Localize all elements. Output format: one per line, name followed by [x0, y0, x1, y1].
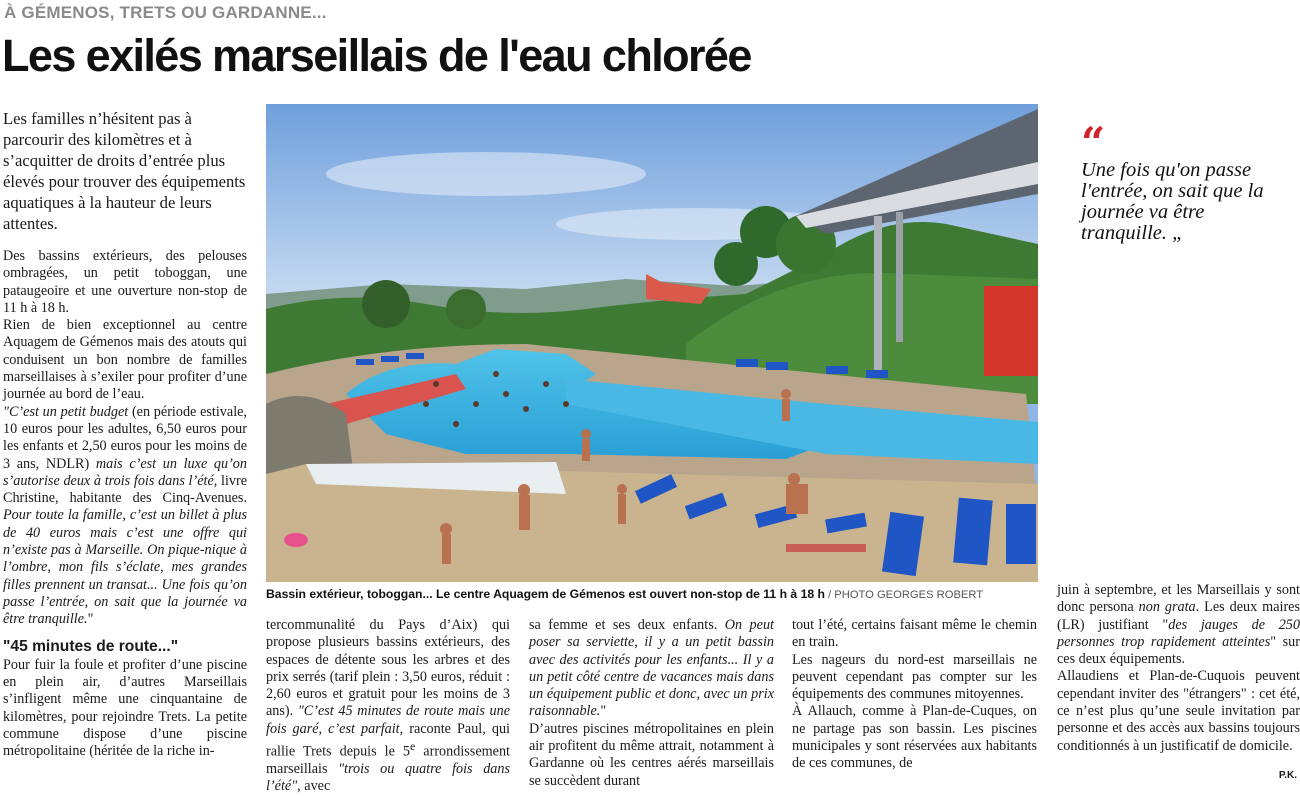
text-span: ": [87, 611, 94, 628]
quote-span: non grata: [1138, 599, 1196, 616]
author-signature: P.K.: [1278, 770, 1297, 781]
pull-quote-text: Une fois qu'on passe l'entrée, on sait que la journée va être tranquille. „: [1081, 159, 1264, 244]
column-3: [529, 617, 774, 790]
paragraph: Pour fuir la foule et profiter d’une piscine en plein air, d’autres Marseillais s’infligent même une cinquantaine de kilomètres, pour rejoindre Trets. La petite commune dispose d’une piscine métropolitaine (héritée de la riche in-: [3, 656, 247, 760]
paragraph: [266, 617, 510, 796]
paragraph: [1057, 582, 1300, 668]
text-span: tercommunalité du Pays d’Aix) qui propose plusieurs bassins extérieurs, des espaces de détente sous les arbres et des prix serrés (tarif plein : 3,50 euros, réduit : 2,60 euros et gratuit pour les moins de 3 ans).: [266, 617, 510, 720]
article-subhead: "45 minutes de route...": [3, 637, 179, 655]
article-headline: Les exilés marseillais de l'eau chlorée: [2, 30, 751, 81]
text-span: sa femme et ses deux enfants.: [529, 617, 725, 633]
paragraph: [3, 404, 247, 629]
article-lead: Les familles n’hésitent pas à parcourir des kilomètres et à s’acquitter de droits d’entrée plus élevés pour trouver des équipements aquatiques à la hauteur de leurs attentes.: [3, 109, 246, 233]
quote-span: "trois ou quatre fois dans l’été": [266, 761, 510, 795]
quote-span: "C’est un petit budget: [3, 403, 129, 420]
paragraph: D’autres piscines métropolitaines en plein air profitent du même attrait, notamment à Gardanne où les centres aérés marseillais se succèdent durant: [529, 720, 774, 789]
text-span: arrondissement marseillais: [266, 743, 510, 778]
column-1: [3, 108, 247, 761]
text-span: ": [600, 703, 607, 720]
paragraph: Des bassins extérieurs, des pelouses ombragées, un petit toboggan, une pataugeoire et une ouverture non-stop de 11 h à 18 h.: [3, 248, 247, 316]
column-5: [1057, 582, 1300, 755]
column-2: [266, 617, 510, 796]
paragraph: Rien de bien exceptionnel au centre Aquagem de Gémenos mais des atouts qui conduisent un bon nombre de familles marseillaises à s’exiler pour profiter d’une journée au bord de l’eau.: [3, 317, 247, 403]
paragraph: tout l’été, certains faisant même le chemin en train.: [792, 617, 1037, 651]
text-span: , avec: [297, 778, 331, 795]
paragraph: Les nageurs du nord-est marseillais ne peuvent cependant pas compter sur les équipements des communes mitoyennes.: [792, 651, 1037, 703]
paragraph: À Allauch, comme à Plan-de-Cuques, on ne partage pas son bassin. Les piscines municipales y sont réservées aux habitants de ces communes, de: [792, 703, 1037, 772]
pool-photo: [266, 104, 1038, 582]
quote-span: On peut poser sa serviette, il y a un petit bassin avec des activités pour les enfants... Il y a un petit côté centre de vacances mais dans un équipement public et donc, avec un prix raisonnable.: [529, 617, 774, 720]
caption-text: Bassin extérieur, toboggan... Le centre Aquagem de Gémenos est ouvert non-stop de 11 h à 18 h: [266, 587, 825, 601]
article-kicker: À GÉMENOS, TRETS OU GARDANNE...: [4, 3, 327, 22]
text-span: (en période estivale, 10 euros pour les adultes, 6,50 euros pour les enfants et 2,50 euros pour les moins de 3 ans, NDLR): [3, 403, 247, 472]
text-span: . Les deux maires (LR) justifiant ": [1057, 599, 1300, 633]
text-span: juin à septembre, et les Marseillais y sont donc persona: [1057, 582, 1300, 616]
pull-quote: [1081, 118, 1291, 244]
quote-mark-icon: “: [1081, 118, 1106, 167]
superscript: e: [410, 739, 416, 754]
quote-span: des jauges de 250 personnes trop rapidement atteintes: [1057, 616, 1300, 650]
quote-span: Pour toute la famille, c’est un billet à plus de 40 euros mais c’est une offre qui n’existe pas à Marseille. On pique-nique à l’ombre, mon fils s’éclate, mes grandes filles prennent un transat... Une fois qu’on passe l’entrée, on sait que la journée va être tranquille.: [3, 507, 247, 628]
paragraph: Allaudiens et Plan-de-Cuquois peuvent cependant inviter des "étrangers" : cet été, ce n’est plus qu’une seule invitation par personne et des accès aux bassins toujours conditionnés à un justificatif de domicile.: [1057, 668, 1300, 754]
text-span: raconte Paul, qui rallie Trets depuis le 5: [266, 720, 510, 760]
photo-caption: [266, 587, 1046, 601]
pool-photo-illustration: [266, 104, 1038, 582]
text-span: " sur ces deux équipements.: [1057, 633, 1300, 668]
quote-span: "C’est 45 minutes de route mais une fois garé, c’est parfait,: [266, 703, 510, 737]
photo-credit: / PHOTO GEORGES ROBERT: [824, 589, 984, 601]
text-span: livre Christine, habitante des Cinq-Avenues.: [3, 472, 248, 507]
paragraph: [529, 617, 774, 721]
quote-span: mais c’est un luxe qu’on s’autorise deux à trois fois dans l’été,: [3, 455, 247, 489]
column-4: [792, 617, 1037, 773]
